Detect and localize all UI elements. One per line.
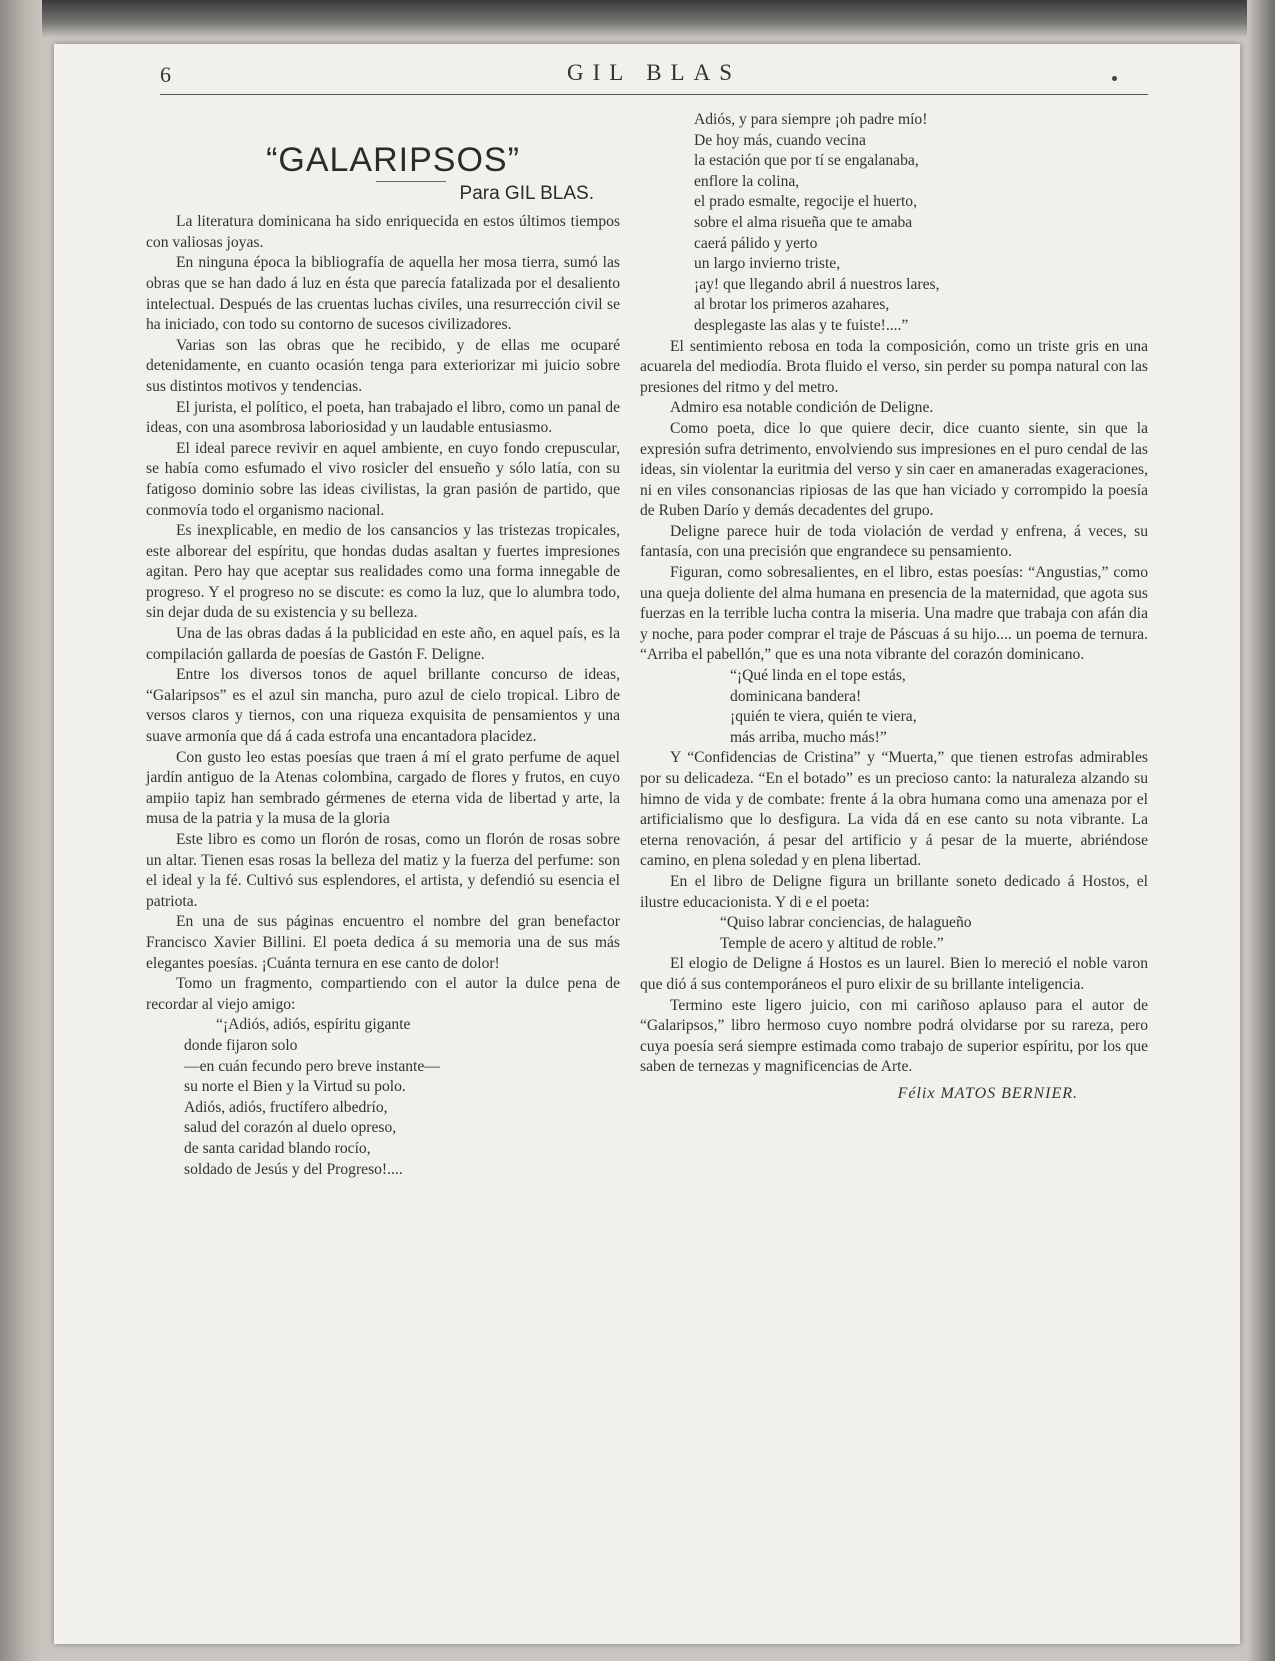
verse-line: de santa caridad blando rocío, (184, 1139, 371, 1157)
title-rule (376, 181, 446, 182)
poem-fragment-hostos (640, 913, 1148, 954)
verse-line: dominicana bandera! (730, 687, 862, 705)
verse-line: el prado esmalte, regocije el huerto, (694, 193, 917, 211)
page-header (160, 60, 1148, 95)
verse-line: —en cuán fecundo pero breve instante— (184, 1057, 440, 1075)
paragraph: En el libro de Deligne figura un brillante soneto dedicado á Hostos, el ilustre educacionista. Y di e el poeta: (640, 872, 1148, 911)
poem-fragment-bandera (640, 666, 1148, 748)
verse-line: al brotar los primeros azahares, (694, 296, 890, 314)
paragraph: Termino este ligero juicio, con mi cariñoso aplauso para el autor de “Galaripsos,” libro hermoso cuyo nombre podrá olvidarse por su rareza, pero cuya poesía será siempre estimada como trabajo de superior espíritu, por los que saben de ternezas y magnificencias de Arte. (640, 996, 1148, 1076)
scan-shadow-left (0, 0, 42, 1661)
verse-line: “Quiso labrar conciencias, de halagueño (720, 914, 972, 932)
scan-shadow-right (1247, 0, 1275, 1661)
paragraph: Tomo un fragmento, compartiendo con el autor la dulce pena de recordar al viejo amigo: (146, 975, 620, 1013)
verse-line: caerá pálido y yerto (694, 234, 818, 252)
paragraph: En ninguna época la bibliografía de aquella her mosa tierra, sumó las obras que se han dado á luz en ésta que parecía fatalizada por el desaliento intelectual. Después de las cruentas luchas civiles, una resurrección civil se ha iniciado, con todo su contorno de sucesos civilizadores. (146, 254, 620, 334)
running-head: GIL BLAS (566, 60, 741, 85)
verse-line: un largo invierno triste, (694, 255, 841, 273)
verse-line: la estación que por tí se engalanaba, (694, 152, 919, 170)
verse-line: Temple de acero y altitud de roble.” (720, 934, 944, 952)
verse-line: Adiós, adiós, fructífero albedrío, (184, 1098, 388, 1116)
verse-line: enflore la colina, (694, 172, 800, 190)
verse-line: Adiós, y para siempre ¡oh padre mío! (694, 111, 928, 128)
article-title: “GALARIPSOS” (266, 141, 520, 179)
verse-line: sobre el alma risueña que te amaba (694, 213, 913, 231)
paragraph: En una de sus páginas encuentro el nombre del gran benefactor Francisco Xavier Billini. El poeta dedica á su memoria una de sus más elegantes poesías. ¡Cuánta ternura en ese canto de dolor! (146, 913, 620, 972)
scan-shadow-top (0, 0, 1275, 38)
paragraph: El jurista, el político, el poeta, han trabajado el libro, como un panal de ideas, con una asombrosa laboriosidad y un laudable entusiasmo. (146, 398, 620, 437)
paragraph: El ideal parece revivir en aquel ambiente, en cuyo fondo crepuscular, se había como esfumado el vivo rosicler del ensueño y sólo latía, con su fatigoso dominio sobre las ideas civilistas, la gran pasión de partido, que conmovía todo el organismo nacional. (146, 439, 620, 519)
verse-line: ¡ay! que llegando abril á nuestros lares, (694, 275, 940, 293)
article-dedication: Para GIL BLAS. (459, 182, 594, 204)
paragraph: La literatura dominicana ha sido enriquecida en estos últimos tiempos con valiosas joyas. (146, 213, 620, 251)
paragraph: Con gusto leo estas poesías que traen á mí el grato perfume de aquel jardín antiguo de la Atenas colombina, cargado de flores y frutos, en cuyo ampiio tapiz han sembrado gérmenes de eterna vida de libertad y arte, la musa de la patria y la musa de la gloria (146, 748, 620, 828)
verse-line: “¡Adiós, adiós, espíritu gigante (216, 1016, 411, 1034)
left-column (146, 110, 620, 1180)
paragraph: El sentimiento rebosa en toda la composición, como un triste gris en una acuarela del mediodía. Brota fluido el verso, sin perder su pompa natural con las presiones del ritmo y del metro. (640, 337, 1148, 396)
verse-line: su norte el Bien y la Virtud su polo. (184, 1078, 406, 1096)
verse-line: “¡Qué linda en el tope estás, (730, 667, 906, 685)
paragraph: Es inexplicable, en medio de los cansancios y las tristezas tropicales, este alborear del espíritu, que hondas dudas asaltan y fuertes impresiones agitan. Pero hay que aceptar sus realidades como una forma innegable de progreso. Y el progreso no se discute: es como la luz, que lo alumbra todo, sin dejar duda de su existencia y su belleza. (146, 522, 620, 622)
right-column (640, 110, 1148, 1105)
author-signature: Félix MATOS BERNIER. (897, 1084, 1078, 1102)
paragraph: Deligne parece huir de toda violación de verdad y enfrena, á veces, su fantasía, con una precisión que engrandece su pensamiento. (640, 522, 1148, 561)
verse-line: De hoy más, cuando vecina (694, 131, 866, 149)
verse-line: soldado de Jesús y del Progreso!.... (184, 1160, 403, 1178)
paragraph: Como poeta, dice lo que quiere decir, dice cuanto siente, sin que la expresión sufra detrimento, envolviendo sus impresiones en el puro cendal de las ideas, sin violentar la euritmia del verso y sin caer en amaneradas exageraciones, ni en viles consonancias ripiosas de las que han viciado y corrompido la poesía de Ruben Darío y demás decadentes del grupo. (640, 419, 1148, 520)
paragraph: Figuran, como sobresalientes, en el libro, estas poesías: “Angustias,” como una queja doliente del alma humana en presencia de la maternidad, que agota sus fuerzas en la terrible lucha contra la miseria. Una madre que trabaja con afán dia y noche, para poder comprar el traje de Páscuas á su hijo.... un poema de ternura. “Arriba el pabellón,” que es una nota vibrante del corazón dominicano. (640, 564, 1148, 664)
verse-line: más arriba, mucho más!” (730, 728, 887, 746)
paragraph: El elogio de Deligne á Hostos es un laurel. Bien lo mereció el noble varon que dió á sus contemporáneos el puro elixir de su brillante inteligencia. (640, 955, 1148, 993)
paragraph: Este libro es como un florón de rosas, como un florón de rosas sobre un altar. Tienen esas rosas la belleza del matiz y la fuerza del perfume: son el ideal y la fé. Cultivó sus esplendores, el artista, y defendió su esencia el patriota. (146, 831, 620, 910)
poem-fragment-continued (640, 110, 1148, 337)
verse-line: desplegaste las alas y te fuiste!....” (694, 316, 909, 334)
paragraph: Admiro esa notable condición de Deligne. (670, 399, 934, 417)
page-number: 6 (160, 62, 171, 87)
poem-fragment-billini (146, 1015, 620, 1180)
paragraph: Y “Confidencias de Cristina” y “Muerta,” que tienen estrofas admirables por su delicadeza. “En el botado” es un precioso canto: la naturaleza alzando su himno de vida y de combate: frente á la obra humana como una amenaza por el artificialismo que lo desfigura. La vida dá en ese canto su nota vibrante. La eterna renovación, á pesar del artificio y á pesar de la muerte, abriéndose camino, en plena soledad y en plena libertad. (640, 749, 1148, 870)
verse-line: salud del corazón al duelo opreso, (184, 1119, 397, 1137)
paragraph: Varias son las obras que he recibido, y de ellas me ocuparé detenidamente, en cuanto ocasión tenga para exteriorizar mi juicio sobre sus distintos motivos y tendencias. (146, 336, 620, 395)
paragraph: Una de las obras dadas á la publicidad en este año, en aquel país, es la compilación gallarda de poesías de Gastón F. Deligne. (146, 625, 620, 663)
verse-line: ¡quién te viera, quién te viera, (730, 708, 917, 726)
paragraph: Entre los diversos tonos de aquel brillante concurso de ideas, “Galaripsos” es el azul sin mancha, puro azul de cielo tropical. Libro de versos claros y tiernos, con una riqueza exquisita de pensamientos y una suave armonía que dá á cada estrofa una encantadora placidez. (146, 666, 620, 746)
verse-line: donde fijaron solo (184, 1036, 298, 1054)
